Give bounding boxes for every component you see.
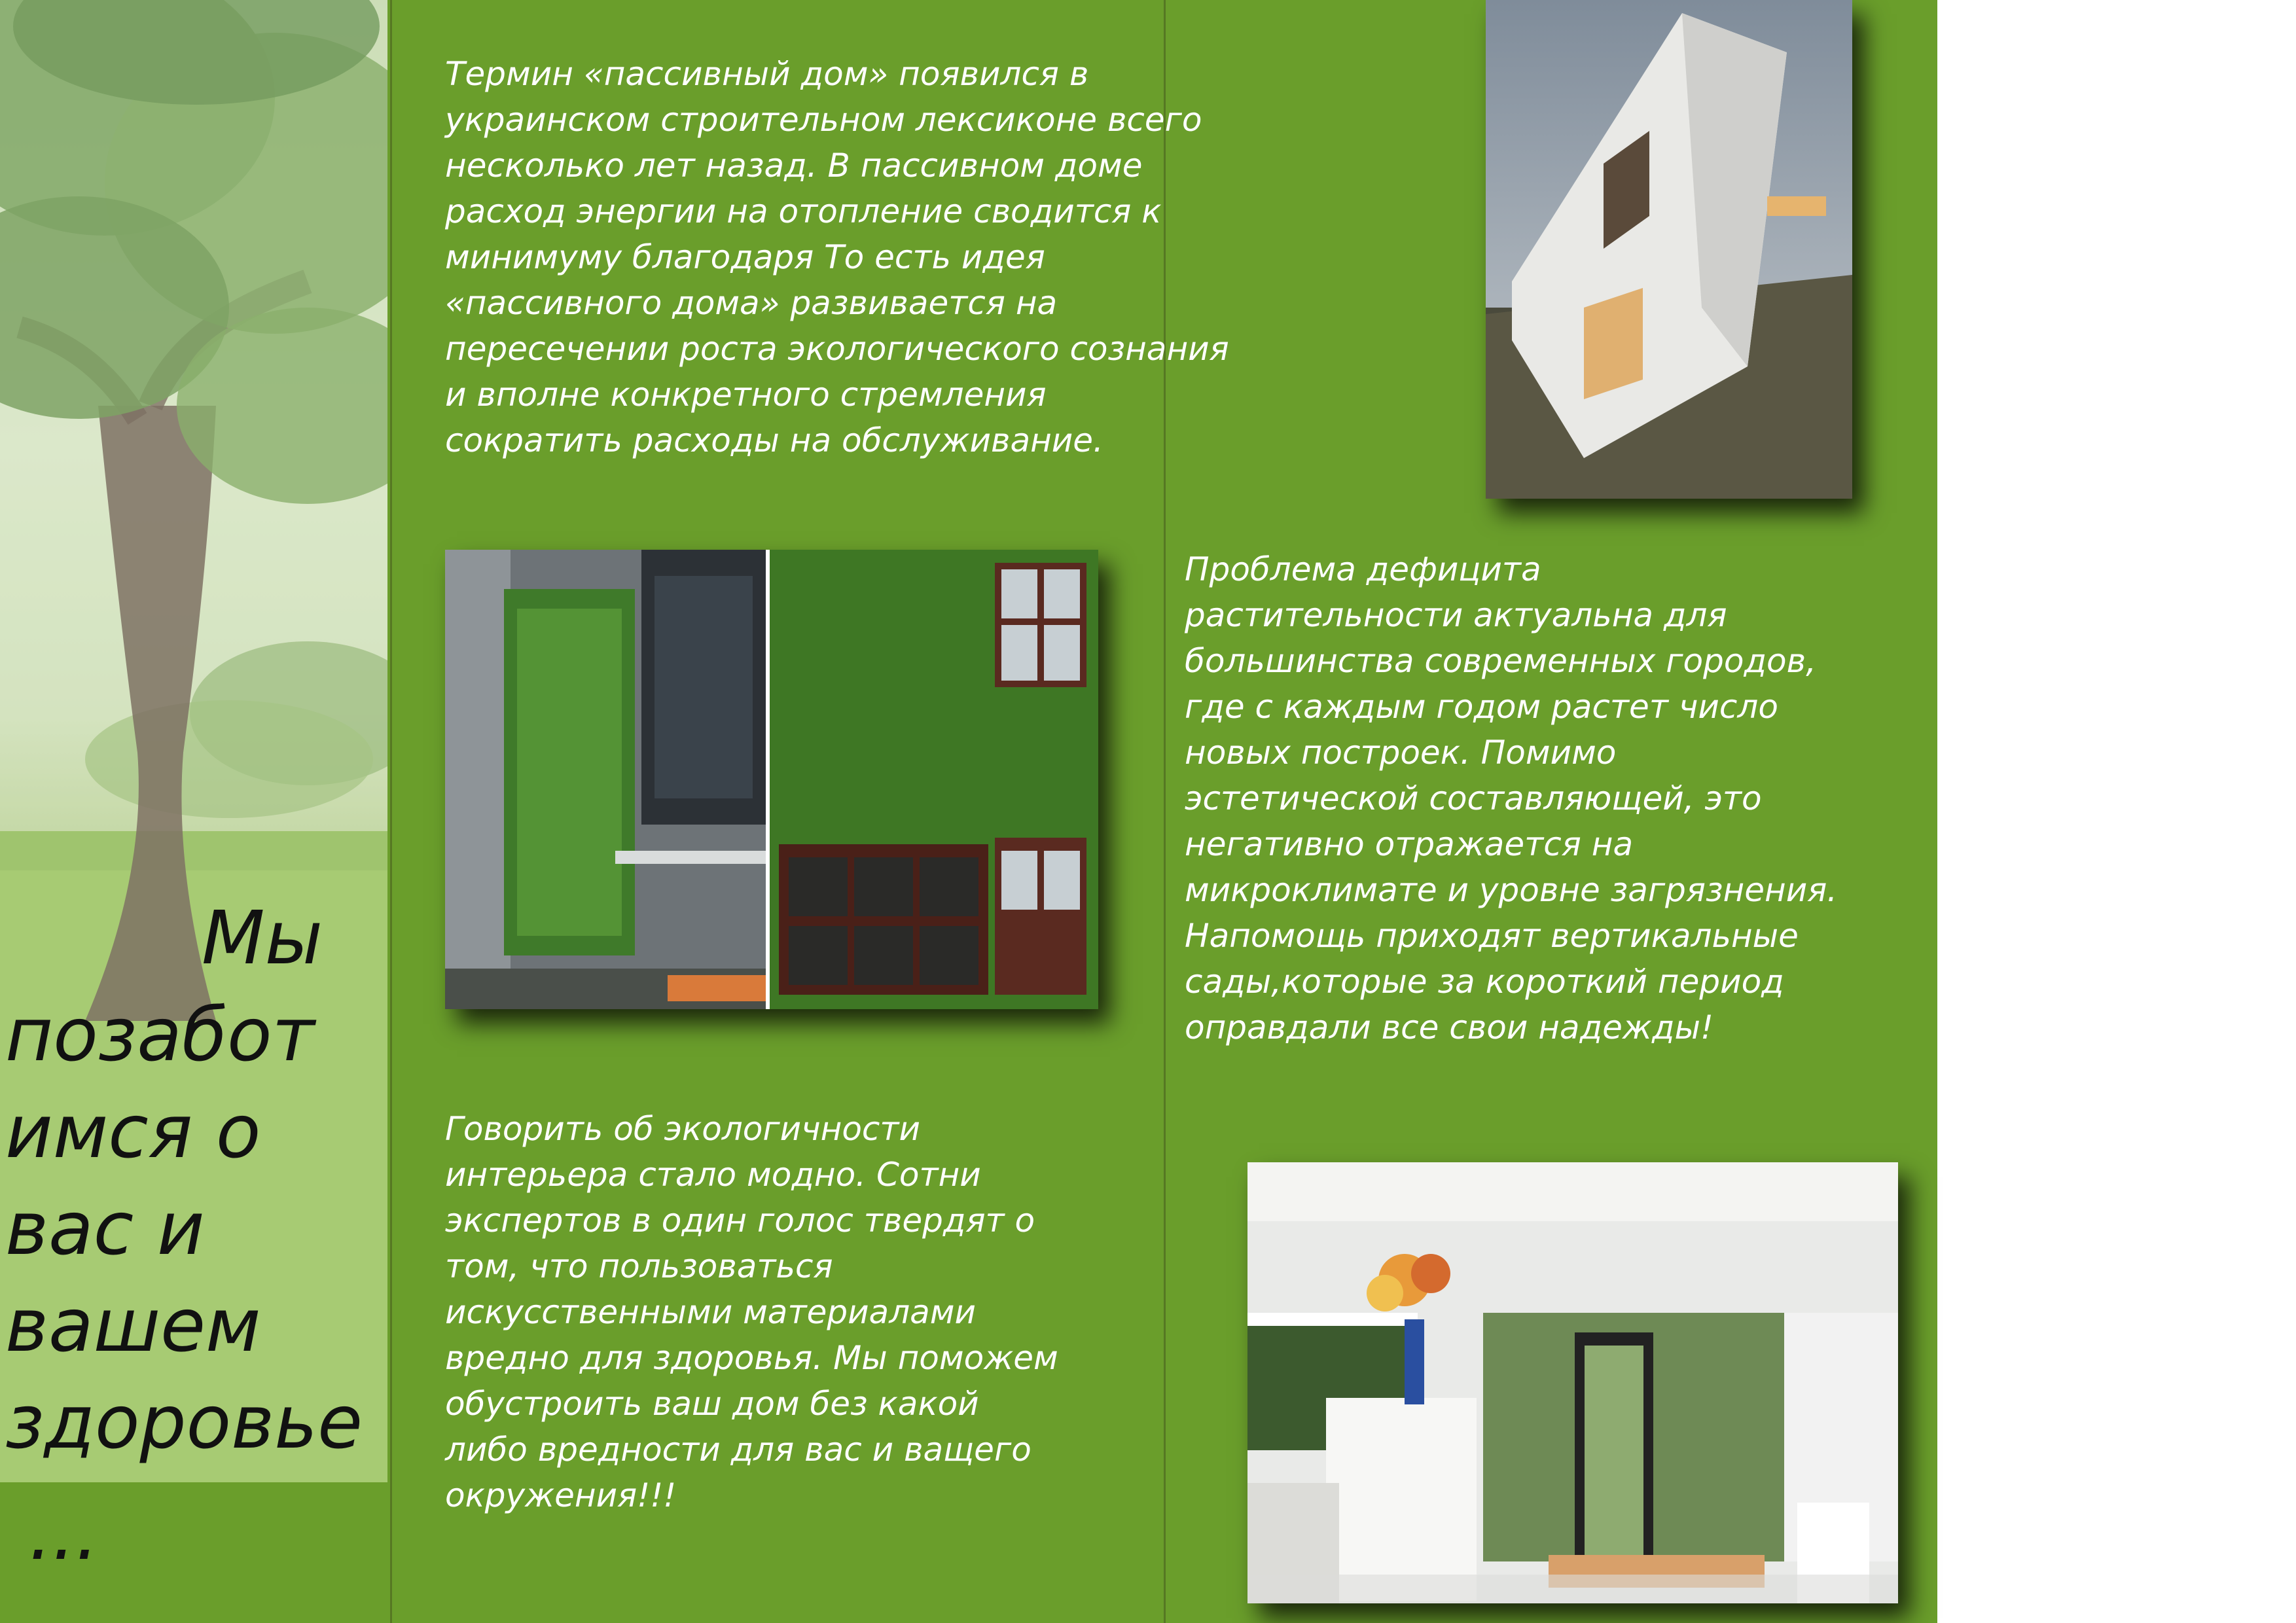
text-line: и вполне конкретного стремления: [445, 376, 1047, 414]
text-line: сады,которые за короткий период: [1185, 963, 1784, 1001]
text-line: обустроить ваш дом без какой: [445, 1385, 979, 1423]
text-line: окружения!!!: [445, 1476, 677, 1514]
text-line: Проблема дефицита: [1185, 550, 1541, 588]
text-line: интерьера стало модно. Сотни: [445, 1156, 981, 1194]
text-line: либо вредности для вас и ващего: [445, 1431, 1031, 1469]
slogan-line: здоровье: [5, 1380, 363, 1465]
slogan-line: вашем: [5, 1283, 261, 1368]
text-line: несколько лет назад. В пассивном доме: [445, 147, 1143, 185]
text-line: эстетической составляющей, это: [1185, 779, 1762, 817]
text-line: расход энергии на отопление сводится к: [445, 192, 1162, 230]
text-line: Напомощь приходят вертикальные: [1185, 917, 1799, 955]
column-divider: [390, 0, 392, 1623]
text-line: пересечении роста экологического сознания: [445, 330, 1229, 368]
interior-photo: [1247, 1162, 1898, 1603]
slogan-line: имся о: [5, 1090, 261, 1175]
text-line: где с каждым годом растет число: [1185, 688, 1778, 726]
text-line: Говорить об экологичности: [445, 1110, 921, 1148]
vertical-gardens-photo: [445, 550, 1098, 1009]
text-line: сократить расходы на обслуживание.: [445, 421, 1103, 459]
text-line: оправдали все свои надежды!: [1185, 1008, 1714, 1046]
slogan-ellipsis: ...: [29, 1491, 99, 1577]
text-line: растительности актуальна для: [1185, 596, 1727, 634]
vertical-gardens-text: [1185, 546, 1837, 1050]
text-line: том, что пользоваться: [445, 1247, 833, 1285]
text-line: микроклимате и уровне загрязнения.: [1185, 871, 1838, 909]
text-line: большинства современных городов,: [1185, 642, 1816, 680]
text-line: вредно для здоровья. Мы поможем: [445, 1339, 1058, 1377]
slogan-line: Мы: [202, 896, 323, 981]
text-line: минимуму благодаря То есть идея: [445, 238, 1045, 276]
tree-photo-panel: [0, 0, 387, 1482]
slogan-line: позабот: [5, 993, 315, 1078]
text-line: новых построек. Помимо: [1185, 734, 1617, 772]
text-line: негативно отражается на: [1185, 825, 1634, 863]
text-line: искусственными материалами: [445, 1293, 977, 1331]
interior-text: [445, 1106, 1058, 1518]
slogan-line: вас и: [5, 1186, 205, 1272]
text-line: украинском строительном лексиконе всего: [445, 101, 1202, 139]
text-line: «пассивного дома» развивается на: [445, 284, 1058, 322]
slogan: [5, 890, 378, 1471]
passive-house-text: [445, 51, 1229, 463]
text-line: Термин «пассивный дом» появился в: [445, 55, 1089, 93]
text-line: экспертов в один голос твердят о: [445, 1202, 1035, 1240]
modern-house-photo: [1486, 0, 1852, 499]
